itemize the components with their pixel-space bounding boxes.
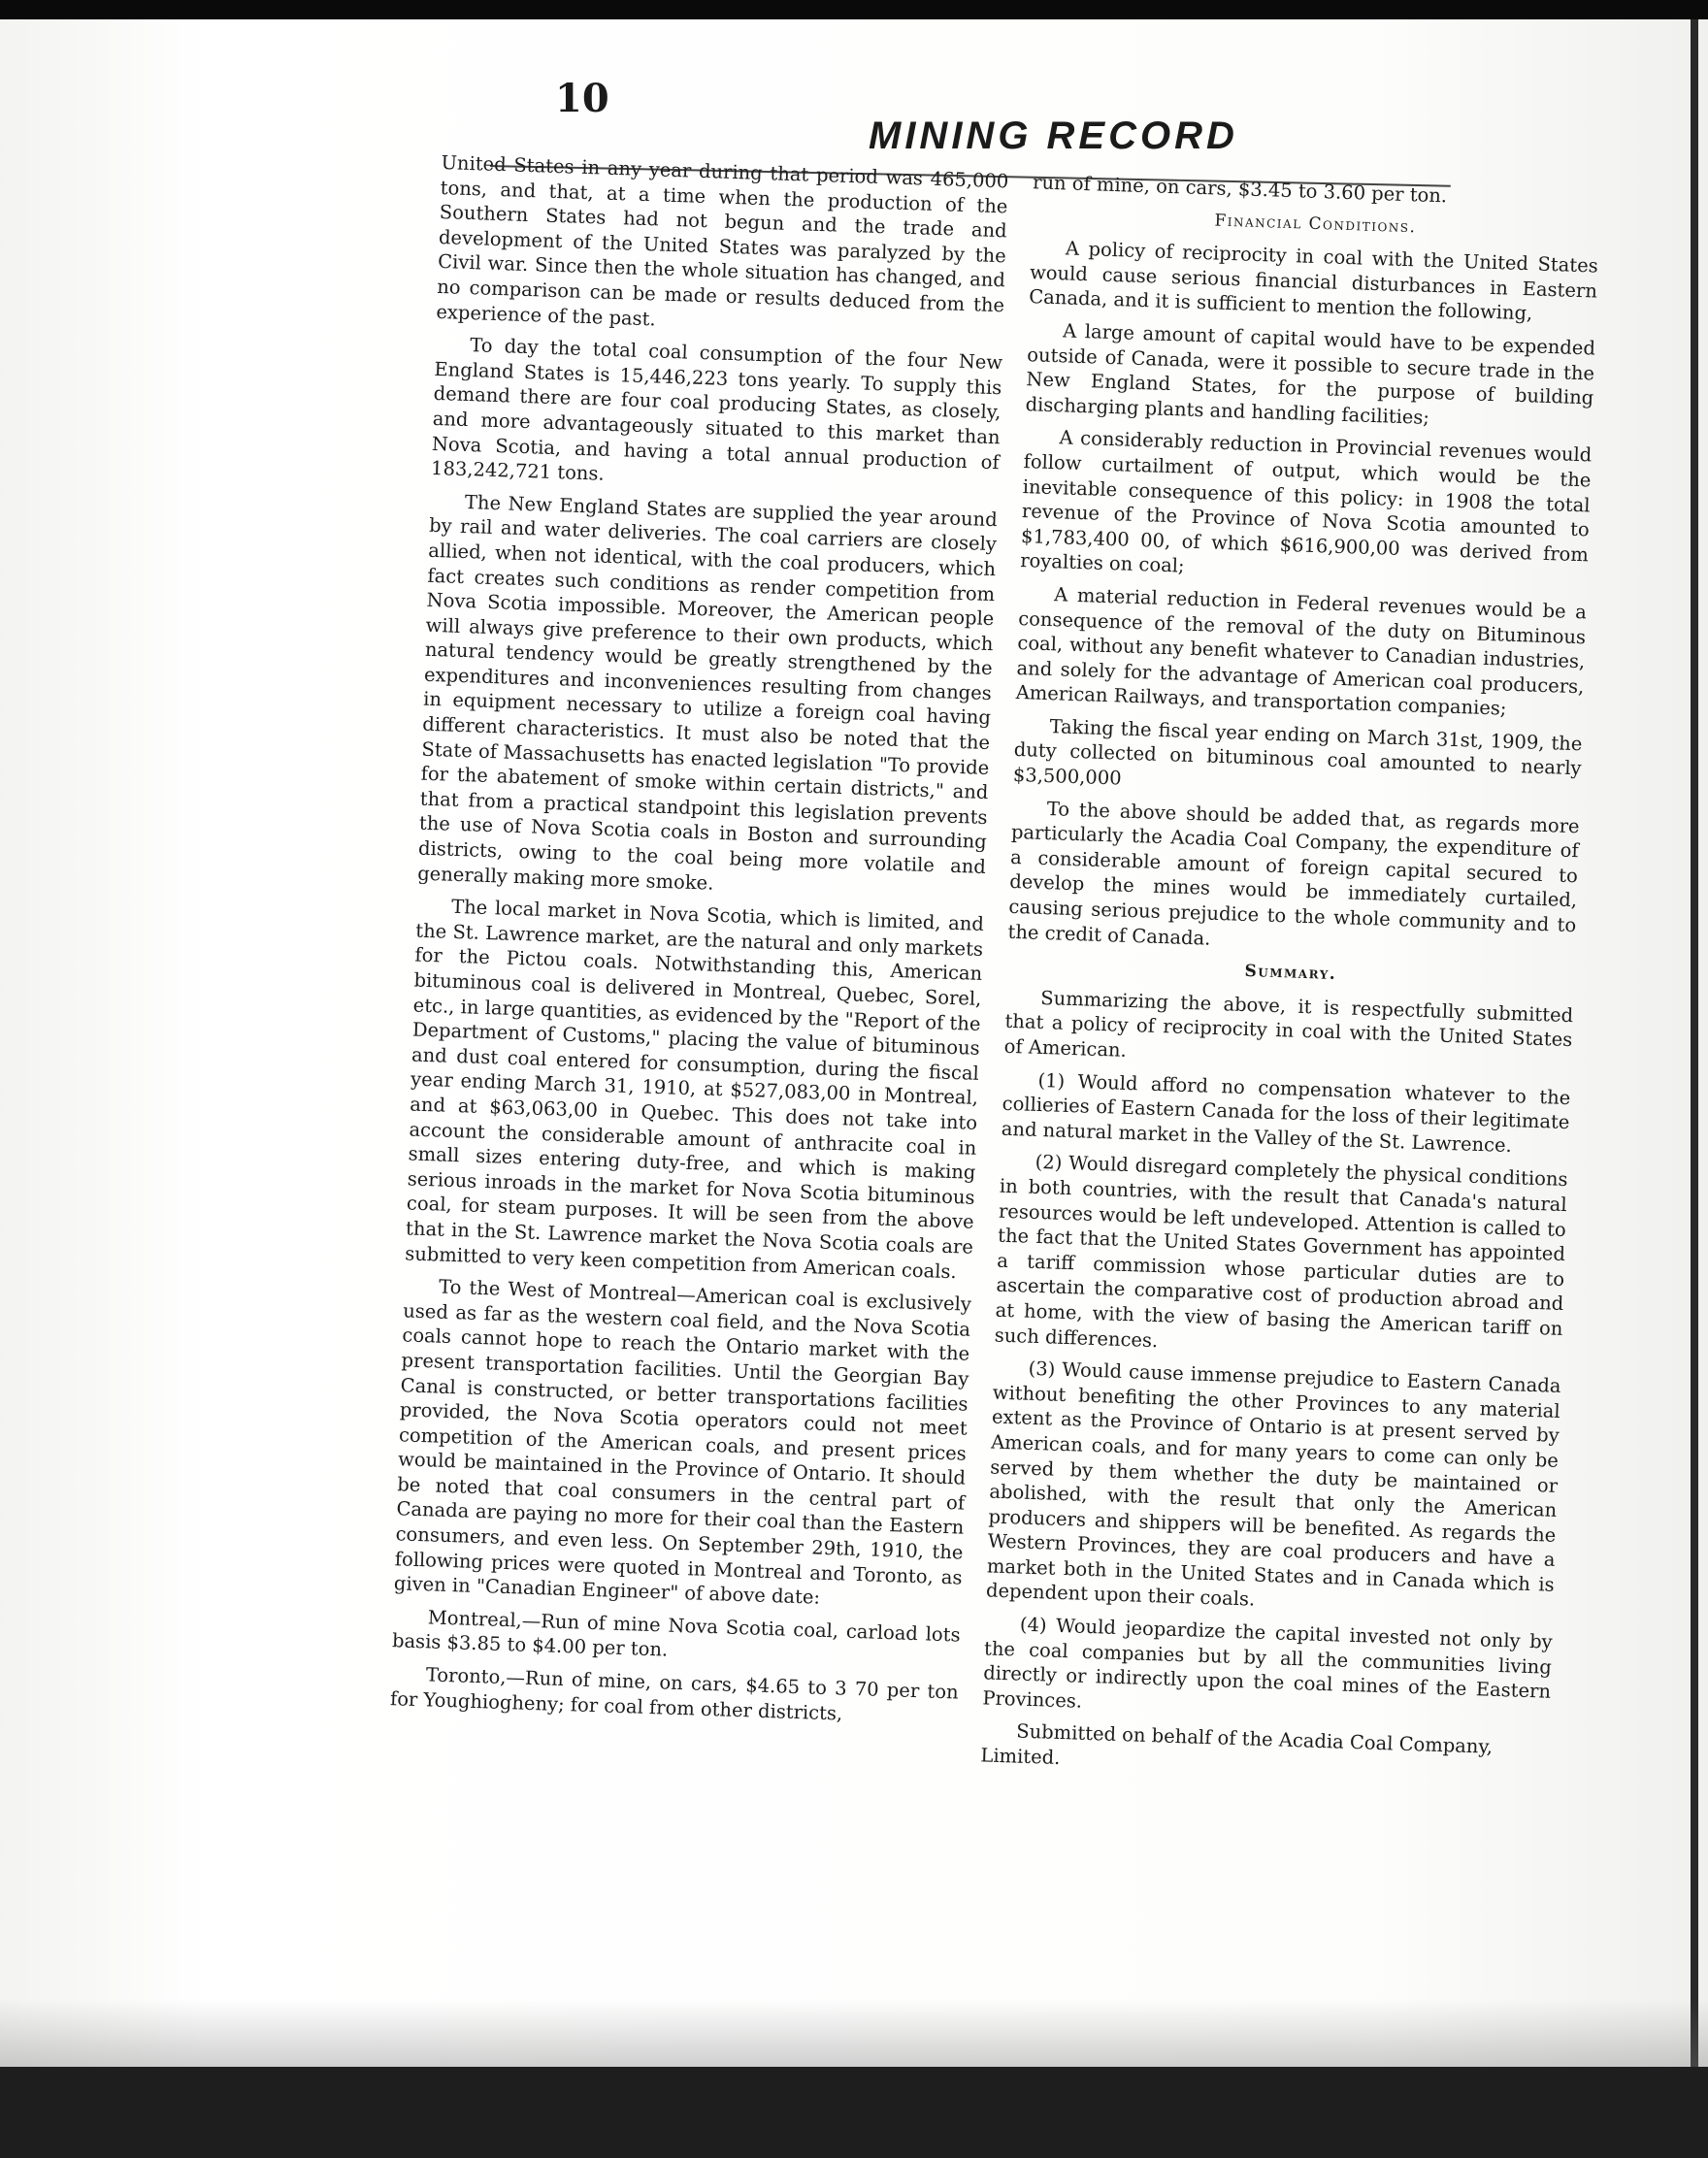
list-item: (3) Would cause immense prejudice to Eastern Canada without benefiting the other Provinces to any material extent as the Province of Ontario is at present served by American coals, and for many years to come can only be served by them whether the duty be maintained or abolished, with the result that only the American producers and shippers will be benefited. As regards the Western Provinces, they are coal producers and have a market both in the United States and in Canada which is dependent upon their coals.	[985, 1357, 1561, 1612]
paragraph: Summarizing the above, it is respectfully submitted that a policy of reciprocity in coal with the United States of American.	[1003, 986, 1574, 1062]
paragraph: The New England States are supplied the year around by rail and water deliveries. The coal carriers are closely allied, when not identical, with the coal producers, which fact creates such conditions as render competition from Nova Scotia impossible. Moreover, the American people will always give preference to their own products, which natural tendency would be greatly strengthened by the expenditures and inconveniences resulting from changes in equipment necessary to utilize a foreign coal having different characteristics. It must also be noted that the State of Massachusetts has enacted legislation "To provide for the abatement of smoke within certain districts," and that from a practical standpoint this legislation prevents the use of Nova Scotia coals in Boston and surrounding districts, owing to the coal being more volatile and generally making more smoke.	[416, 490, 999, 895]
paragraph: United States in any year during that period was 465,000 tons, and that, at a time when the production of the Southern States had not begun and the trade and development of the United States was paralyzed by the Civil war. Since then the whole situation has changed, and no comparison can be made or results deduced from the experience of the past.	[436, 150, 1009, 330]
paragraph: The local market in Nova Scotia, which is limited, and the St. Lawrence market, are the natural and only markets for the Pictou coals. Notwithstanding this, American bituminous coal is delivered in Montreal, Quebec, Sorel, etc., in large quantities, as evidenced by the "Report of the Department of Customs," placing the value of bituminous and dust coal entered for consumption, during the fiscal year ending March 31, 1910, at $527,083,00 in Montreal, and at $63,063,00 in Quebec. This does not take into account the considerable amount of anthracite coal in small sizes entering duty-free, and which is making serious inroads in the market for Nova Scotia bituminous coal, for steam purposes. It will be seen from the above that in the St. Lawrence market the Nova Scotia coals are submitted to very keen competition from American coals.	[404, 895, 985, 1283]
list-item: (1) Would afford no compensation whatever to the collieries of Eastern Canada for the loss of their legitimate and natural market in the Valley of the St. Lawrence.	[1001, 1068, 1571, 1157]
page-edge	[1691, 19, 1698, 2067]
document-page	[0, 19, 1708, 2067]
paragraph: run of mine, on cars, $3.45 to 3.60 per ton.	[1032, 171, 1448, 208]
right-column	[980, 170, 1600, 1786]
signature-line: Submitted on behalf of the Acadia Coal Company, Limited.	[980, 1719, 1494, 1770]
paragraph: Toronto,—Run of mine, on cars, $4.65 to 3 70 per ton for Youghiogheny; for coal from other districts,	[389, 1663, 959, 1725]
page-shadow	[0, 1999, 1708, 2067]
list-item: (2) Would disregard completely the physical conditions in both countries, with the result that Canada's natural resources would be left undeveloped. Attention is called to the fact that the United States Government has appointed a tariff commission whose particular duties are to ascertain the comparative cost of production abroad and at home, with the view of basing the American tariff on such differences.	[994, 1151, 1568, 1352]
paragraph: A considerably reduction in Provincial revenues would follow curtailment of output, which would be the inevitable consequence of this policy: in 1908 the total revenue of the Province of Nova Scotia amounted to $1,783,400 00, of which $616,900,00 was derived from royalties on coal;	[1019, 426, 1593, 577]
paragraph: Montreal,—Run of mine Nova Scotia coal, carload lots basis $3.85 to $4.00 per ton.	[391, 1606, 961, 1662]
list-item: (4) Would jeopardize the capital invested not only by the coal companies but by all the communities living directly or indirectly upon the coal mines of the Eastern Provinces.	[982, 1613, 1554, 1713]
paragraph: A large amount of capital would have to be expended outside of Canada, were it possible to secure trade in the New England States, for the purpose of building discharging plants and handling facilities;	[1025, 319, 1596, 429]
paragraph: To the above should be added that, as regards more particularly the Acadia Coal Company, the expenditure of a considerable amount of foreign capital secured to develop the mines would be immediately curtailed, causing serious prejudice to the whole community and to the credit of Canada.	[1007, 797, 1580, 950]
paragraph: Taking the fiscal year ending on March 31st, 1909, the duty collected on bituminous coal amounted to nearly $3,500,000	[1012, 714, 1583, 790]
paragraph: To day the total coal consumption of the four New England States is 15,446,223 tons yearly. To supply this demand there are four coal producing States, as closely, and more advantageously situated to this market than Nova Scotia, and having a total annual production of 183,242,721 tons.	[430, 334, 1003, 485]
paragraph: To the West of Montreal—American coal is exclusively used as far as the western coal field, and the Nova Scotia coals cannot hope to reach the Ontario market with the present transportation facilities. Until the Georgian Bay Canal is constructed, or better transportations facilities provided, the Nova Scotia operators could not meet competition of the American coals, and present prices would be maintained in the Province of Ontario. It should be noted that coal consumers in the central part of Canada are paying no more for their coal than the Eastern consumers, and even less. On September 29th, 1910, the following prices were quoted in Montreal and Toronto, as given in "Canadian Engineer" of above date:	[393, 1275, 972, 1609]
section-heading-financial: Financial Conditions.	[1214, 211, 1417, 237]
paragraph: A material reduction in Federal revenues would be a consequence of the removal of the duty on Bituminous coal, without any benefit whatever to Canadian industries, and solely for the advantage of American coal producers, American Railways, and transportation companies;	[1015, 583, 1588, 720]
top-border	[0, 0, 1708, 19]
paragraph: A policy of reciprocity in coal with the United States would cause serious financial disturbances in Eastern Canada, and it is sufficient to mention the following,	[1028, 237, 1599, 325]
section-heading-summary: Summary.	[1244, 962, 1337, 985]
bottom-border	[0, 2067, 1708, 2158]
publication-title: MINING RECORD	[869, 114, 1238, 157]
left-column	[390, 150, 1009, 1730]
page-number: 10	[555, 76, 609, 121]
